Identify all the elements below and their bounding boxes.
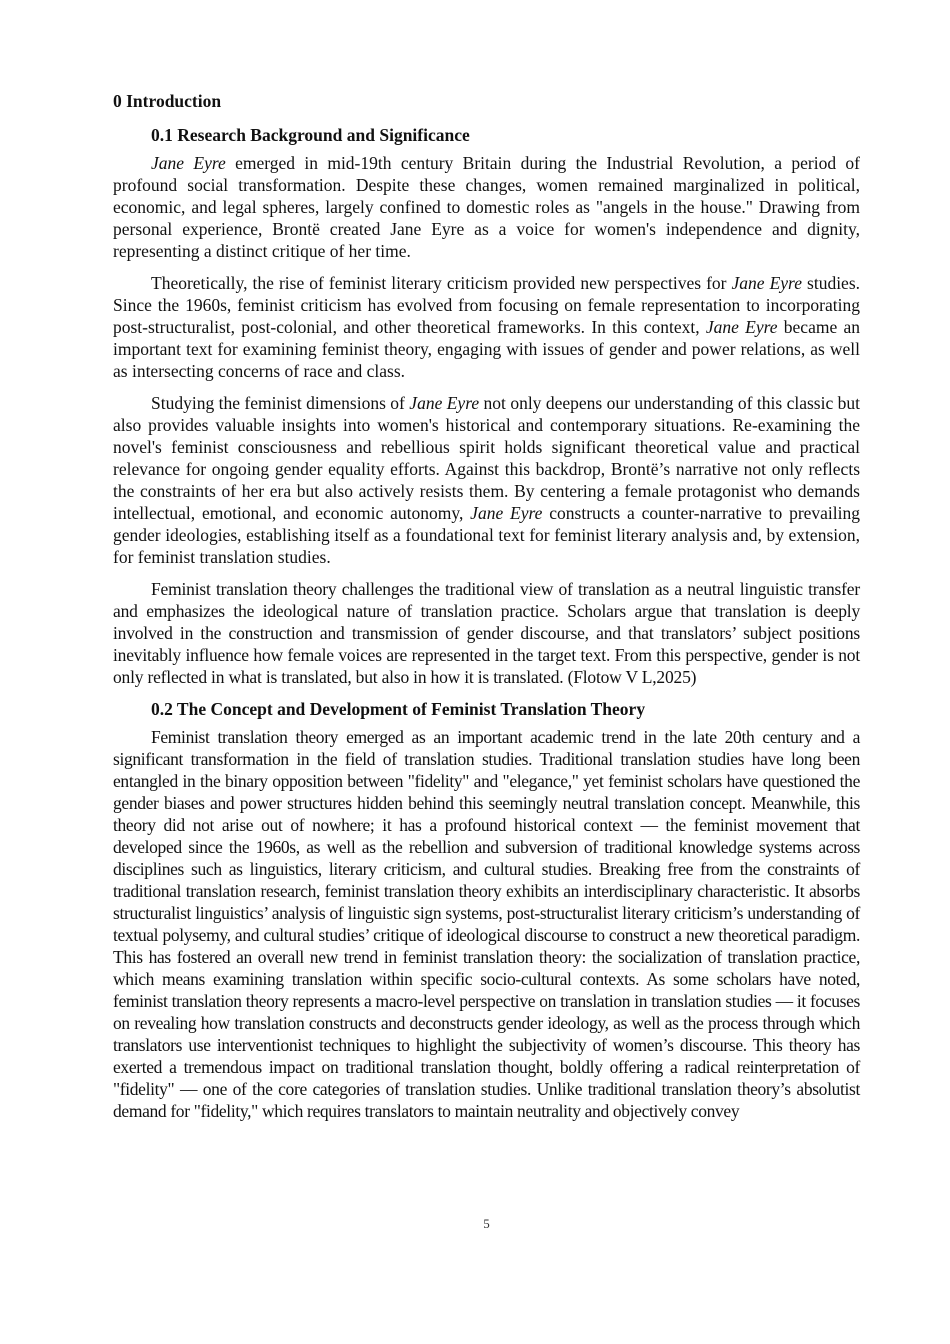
paragraph-2 [113,272,860,382]
document-page [113,90,860,1132]
book-title: Jane Eyre [409,393,480,413]
book-title: Jane Eyre [731,273,802,293]
paragraph-3 [113,392,860,568]
paragraph-1 [113,152,860,262]
paragraph-text: studies. Since the 1960s, feminist criticism has evolved from focusing on female representation to incorporating post-structuralist, post-colonial, and other theoretical frameworks. In this context, [113,273,861,337]
paragraph-text: became an important text for examining feminist theory, engaging with issues of gender and power relations, as well as intersecting concerns of race and class. [113,317,860,381]
section-number: 0 [113,91,122,111]
paragraph-text: emerged in mid-19th century Britain during the Industrial Revolution, a period of profound social transformation. Despite these changes, women remained marginalized in political, economic, and legal spheres, largely confined to domestic roles as "angels in the house." Drawing from personal experience, Brontë created Jane Eyre as a voice for women's independence and dignity, representing a distinct critique of her time. [113,153,860,261]
book-title: Jane Eyre [151,153,226,173]
subsection-heading-0-2: 0.2 The Concept and Development of Feminist Translation Theory [151,699,646,719]
paragraph-text: constructs a counter-narrative to prevailing gender ideologies, establishing itself as a foundational text for feminist literary analysis and, by extension, for feminist translation studies. [113,503,861,567]
subsection-heading-0-1: 0.1 Research Background and Significance [151,125,470,145]
paragraph-text: Feminist translation theory emerged as an important academic trend in the late 20th century and a significant transformation in the field of translation studies. Traditional translation studies have long been entangled in the binary opposition between "fidelity" and "elegance," yet feminist scholars have questioned the gender biases and power structures hidden behind this seemingly neutral translation concept. Meanwhile, this theory did not arise out of nowhere; it has a profound historical context — the feminist movement that developed since the 1960s, as well as the rebellion and subversion of traditional knowledge systems across disciplines such as linguistics, literary criticism, and cultural studies. Breaking free from the constraints of traditional translation research, feminist translation theory exhibits an interdisciplinary characteristic. It absorbs structuralist linguistics’ analysis of linguistic sign systems, post-structuralist literary criticism’s understanding of textual polysemy, and cultural studies’ critique of ideological discourse to construct a new theoretical paradigm. This has fostered an overall new trend in feminist translation theory: the socialization of translation practice, which means examining translation within specific socio-cultural contexts. As some scholars have noted, feminist translation theory represents a macro-level perspective on translation in translation studies — it focuses on revealing how translation constructs and deconstructs gender ideology, as well as the process through which translators use interventionist techniques to highlight the subjectivity of women’s discourse. This theory has exerted a tremendous impact on traditional translation thought, boldly offering a radical reinterpretation of "fidelity" — one of the core categories of translation studies. Unlike traditional translation theory’s absolutist demand for "fidelity," which requires translators to maintain neutrality and objectively convey [113,727,860,1121]
book-title: Jane Eyre [470,503,543,523]
paragraph-4 [113,578,860,688]
section-heading [113,90,860,112]
paragraph-text: Studying the feminist dimensions of [151,393,410,413]
paragraph-text: not only deepens our understanding of this classic but also provides valuable insights into women's historical and contemporary situations. Re-examining the novel's feminist consciousness and rebellious spirit holds significant theoretical value and practical relevance for ongoing gender equality efforts. Against this backdrop, Brontë’s narrative not only reflects the constraints of her era but also actively resists them. By centering a female protagonist who demands intellectual, emotional, and economic autonomy, [113,393,861,523]
paragraph-text: Feminist translation theory challenges the traditional view of translation as a neutral linguistic transfer and emphasizes the ideological nature of translation practice. Scholars argue that translation is deeply involved in the construction and transmission of gender discourse, and that translators’ subject positions inevitably influence how female voices are represented in the target text. From this perspective, gender is not only reflected in what is translated, but also in how it is translated. (Flotow V L,2025) [113,579,860,687]
section-title: Introduction [126,91,222,111]
book-title: Jane Eyre [705,317,778,337]
paragraph-5 [113,726,860,1122]
page-number: 5 [483,1216,490,1231]
paragraph-text: Theoretically, the rise of feminist literary criticism provided new perspectives for [151,273,732,293]
